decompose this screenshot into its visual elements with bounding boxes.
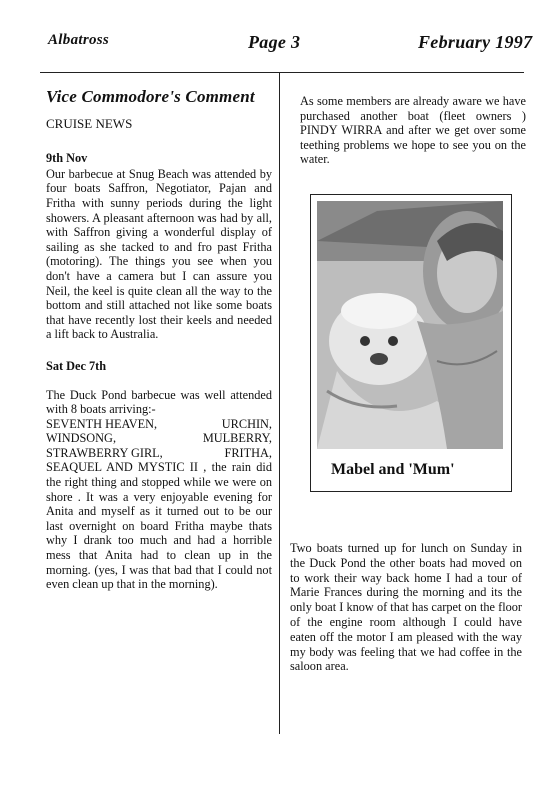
photo-frame (310, 194, 512, 492)
article-title: Vice Commodore's Comment (46, 87, 255, 106)
paragraph-duck-pond-rest: SEAQUEL AND MYSTIC II , the rain did the right thing and stopped while we were on shore . It was a very enjoyable evening for Anita and myself as it turned out to be our last overnight on board Fritha maybe thats why I drank too much and had a horrible mess that Anita had to clean up in the morning. (yes, I was that bad that I could not even clean up that in the morning). (46, 460, 272, 592)
paragraph-new-boat: As some members are already aware we have purchased another boat (fleet owners ) PINDY WIRRA and after we get over some teething problems we hope to see you on the water. (300, 94, 526, 167)
boat-list (46, 417, 272, 461)
header-rule (40, 72, 524, 73)
issue-date: February 1997 (418, 32, 533, 52)
photo-mabel-and-mum (317, 201, 503, 449)
boat-list-row (46, 431, 272, 446)
boat-name: FRITHA, (224, 445, 272, 460)
boat-name: WINDSONG, (46, 431, 117, 446)
paragraph-lunch-sunday: Two boats turned up for lunch on Sunday in the Duck Pond the other boats had moved on to work their way back home I had a tour of Marie Frances during the morning and its the only boat I know of that has carpet on the floor of the engine room although I could have eaten off the motor I am pleased with the way my body was feeling that we had coffee in the saloon area. (290, 541, 522, 674)
boat-name: URCHIN, (221, 416, 272, 431)
column-divider (279, 72, 280, 734)
boat-list-row (46, 417, 272, 432)
boat-name: STRAWBERRY GIRL, (46, 445, 163, 460)
section-heading: CRUISE NEWS (46, 115, 133, 131)
right-column (300, 94, 526, 167)
photo-caption: Mabel and 'Mum' (331, 461, 455, 478)
date-heading-nov: 9th Nov (46, 151, 88, 166)
left-column (46, 87, 272, 592)
newsletter-name: Albatross (48, 32, 110, 48)
paragraph-duck-pond-intro: The Duck Pond barbecue was well attended with 8 boats arriving:- (46, 387, 272, 417)
boat-list-row (46, 446, 272, 461)
boat-name: MULBERRY, (202, 431, 272, 446)
photo-illustration (317, 201, 503, 449)
boat-name: SEVENTH HEAVEN, (46, 416, 158, 431)
paragraph-snug-beach: Our barbecue at Snug Beach was attended by four boats Saffron, Negotiator, Pajan and Fritha with sunny periods during the light showers. A pleasant afternoon was had by all, with Saffron giving a wonderful display of sailing as she tacked to and fro past Fritha (motoring). The things you see when you don't have a camera but I can assure you Neil, the keel is quite clean all the way to the bottom and still attached not like some boats that have recently lost their keels and needed a lift back to Australia. (46, 166, 272, 342)
date-heading-dec: Sat Dec 7th (46, 358, 107, 373)
page-number: Page 3 (248, 32, 301, 52)
